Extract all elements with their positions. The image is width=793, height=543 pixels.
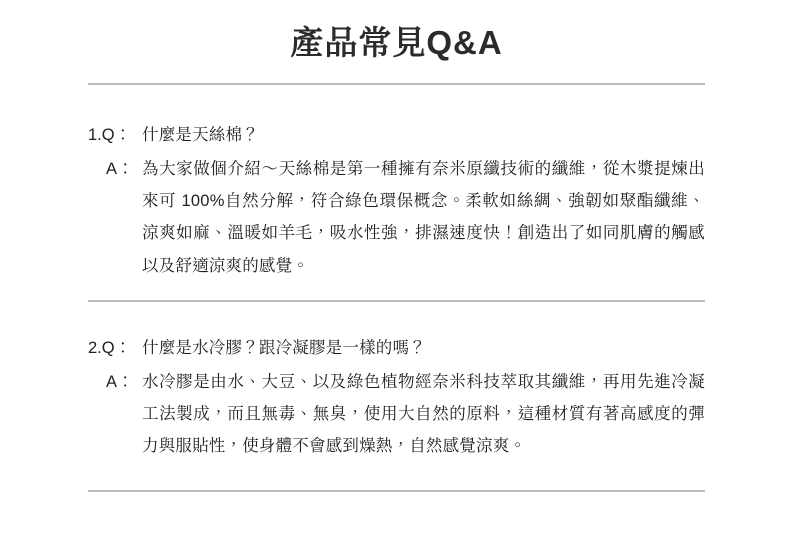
question-row-1	[88, 119, 705, 151]
divider-bottom	[88, 490, 705, 492]
page-title: 產品常見Q&A	[290, 24, 503, 61]
document-page	[0, 22, 793, 543]
answer-label-2: A：	[106, 372, 134, 391]
question-row-2	[88, 332, 705, 364]
qa-item-2	[88, 332, 705, 463]
question-label-2: 2.Q：	[88, 338, 132, 357]
question-label-1: 1.Q：	[88, 125, 132, 144]
bottom-spacer	[0, 462, 793, 472]
qa-item-1	[88, 119, 705, 282]
answer-row-2	[88, 366, 705, 463]
divider-middle	[88, 300, 705, 302]
answer-text-2: 水冷膠是由水、大豆、以及綠色植物經奈米科技萃取其纖維，再用先進冷凝工法製成，而且無毒、無臭，使用大自然的原料，這種材質有著高感度的彈力與服貼性，使身體不會感到燥熱，自然感覺涼爽。	[142, 372, 705, 456]
answer-text-1: 為大家做個介紹～天絲棉是第一種擁有奈米原纖技術的纖維，從木漿提煉出來可 100%自然分解，符合綠色環保概念。柔軟如絲綢、強韌如聚酯纖維、涼爽如麻、溫暖如羊毛，吸水性強，排濕速度快！創造出了如同肌膚的觸感以及舒適涼爽的感覺。	[142, 160, 705, 275]
question-text-1: 什麼是天絲棉？	[142, 125, 259, 144]
answer-label-1: A：	[106, 160, 134, 179]
divider-top	[88, 83, 705, 85]
answer-row-1	[88, 153, 705, 282]
question-text-2: 什麼是水冷膠？跟冷凝膠是一樣的嗎？	[142, 338, 426, 357]
